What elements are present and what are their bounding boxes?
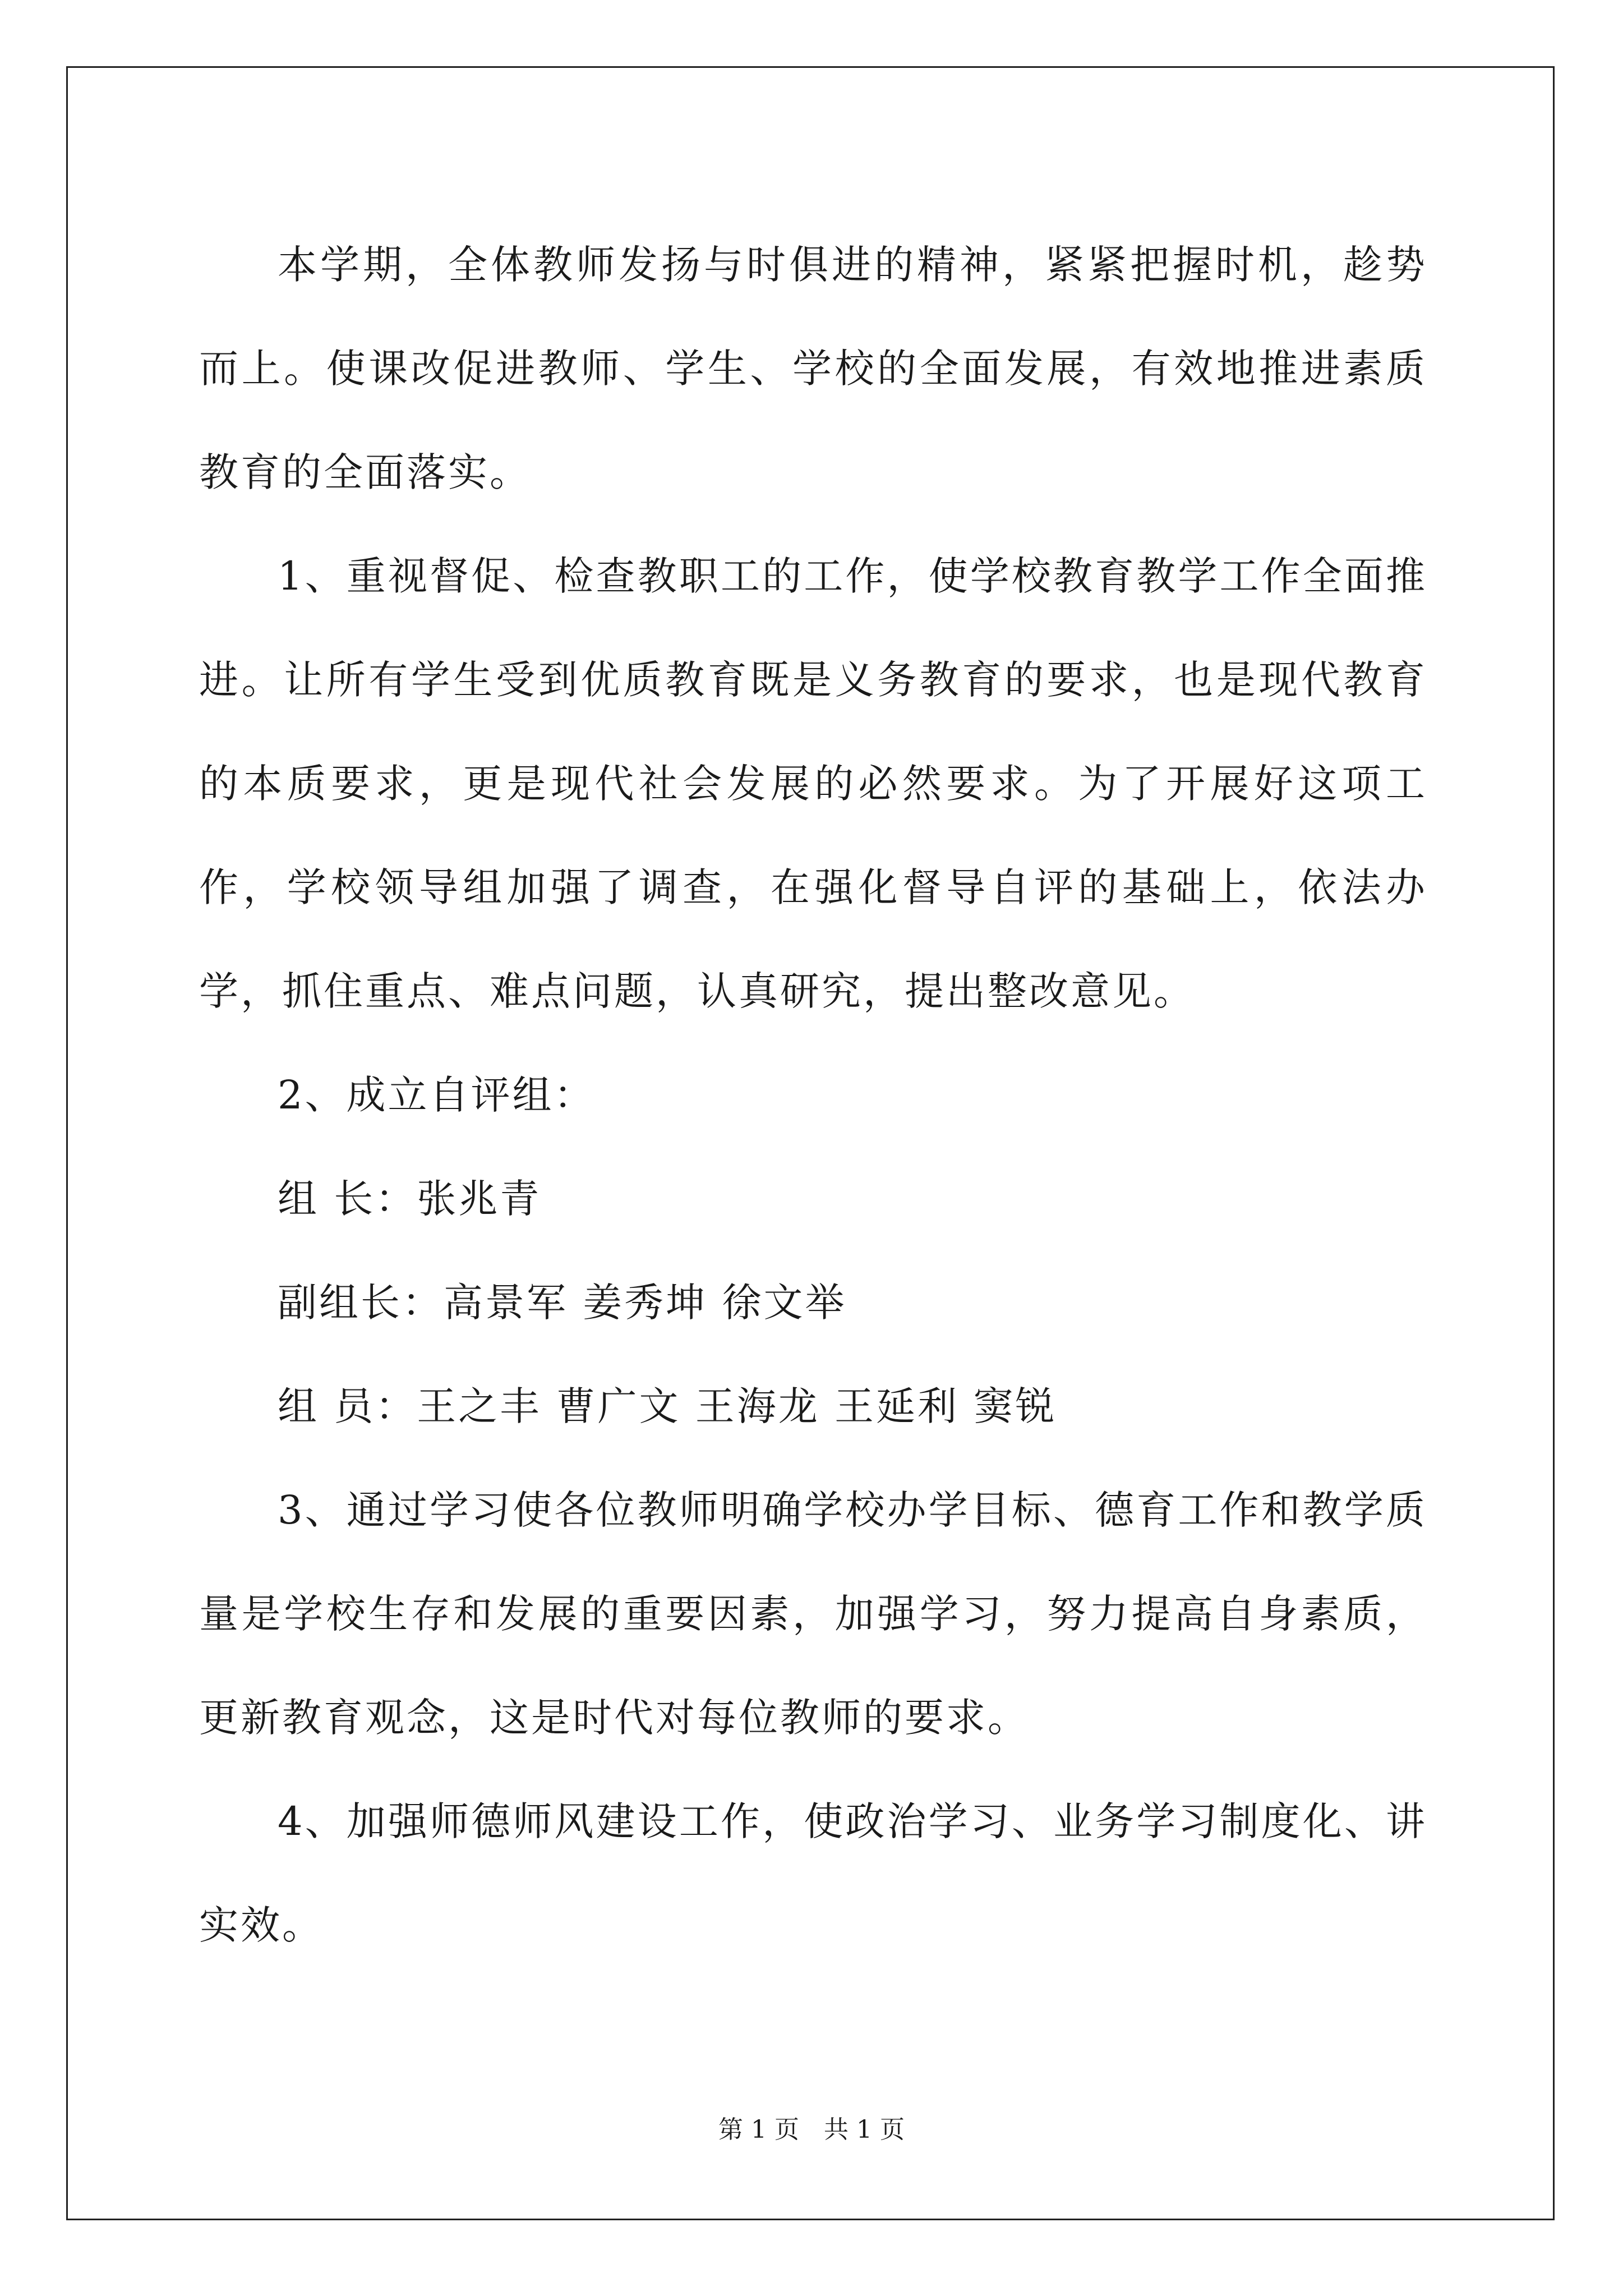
document-body: [199, 213, 1427, 1977]
paragraph-item-4: 4、加强师德师风建设工作，使政治学习、业务学习制度化、讲实效。: [199, 1798, 1427, 1948]
paragraph-item-2: 2、成立自评组：: [278, 1072, 596, 1118]
paragraph-intro: 本学期，全体教师发扬与时俱进的精神，紧紧把握时机，趁势而上。使课改促进教师、学生、学校的全面发展，有效地推进素质教育的全面落实。: [199, 242, 1427, 495]
paragraph-item-3: 3、通过学习使各位教师明确学校办学目标、德育工作和教学质量是学校生存和发展的重要因素，加强学习，努力提高自身素质，更新教育观念，这是时代对每位教师的要求。: [199, 1487, 1427, 1741]
page-footer: 第 1 页 共 1 页: [718, 2115, 905, 2144]
group-members-line: 组 员：王之丰 曹广文 王海龙 王延利 窦锐: [278, 1383, 1057, 1429]
group-leader-line: 组 长：张兆青: [278, 1176, 542, 1222]
deputy-leaders-line: 副组长：高景军 姜秀坤 徐文举: [278, 1280, 847, 1326]
paragraph-item-1: 1、重视督促、检查教职工的工作，使学校教育教学工作全面推进。让所有学生受到优质教育既是义务教育的要求，也是现代教育的本质要求，更是现代社会发展的必然要求。为了开展好这项工作，学校领导组加强了调查，在强化督导自评的基础上，依法办学，抓住重点、难点问题，认真研究，提出整改意见。: [199, 553, 1427, 1014]
